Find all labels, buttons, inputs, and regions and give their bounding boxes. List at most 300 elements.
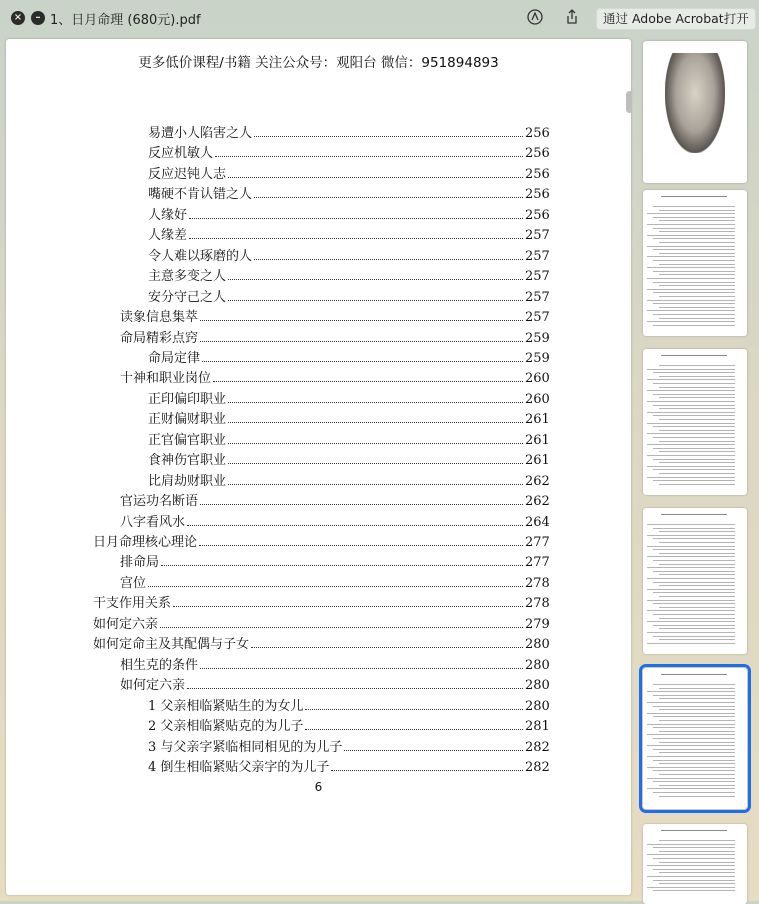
toc-entry-page: 257 bbox=[525, 248, 550, 264]
thumb-text-line bbox=[653, 549, 735, 550]
thumb-text-line bbox=[647, 778, 735, 779]
thumb-text-line bbox=[647, 788, 735, 789]
toc-entry[interactable] bbox=[148, 346, 550, 366]
toc-entry-label: 排命局 bbox=[120, 555, 160, 571]
thumb-text-line bbox=[647, 369, 735, 370]
thumb-text-line bbox=[659, 307, 735, 308]
toc-leader-dots bbox=[254, 136, 523, 137]
thumb-text-line bbox=[659, 419, 735, 420]
toc-leader-dots bbox=[200, 668, 523, 669]
thumb-text-line bbox=[659, 564, 735, 565]
toc-leader-dots bbox=[228, 402, 523, 403]
pdf-page bbox=[6, 39, 631, 895]
toc-leader-dots bbox=[228, 177, 523, 178]
toc-leader-dots bbox=[251, 647, 523, 648]
thumb-text-line bbox=[653, 781, 735, 782]
toc-entry-page: 282 bbox=[525, 739, 550, 755]
thumb-text-line bbox=[647, 300, 735, 301]
thumb-text-line bbox=[653, 271, 735, 272]
toc-leader-dots bbox=[189, 238, 523, 239]
thumb-text-line bbox=[653, 303, 735, 304]
thumb-text-line bbox=[653, 415, 735, 416]
toc-entry-label: 干支作用关系 bbox=[93, 596, 172, 612]
thumb-text-line bbox=[647, 224, 735, 225]
thumb-text-line bbox=[647, 401, 735, 402]
toc-entry[interactable] bbox=[120, 571, 550, 591]
thumb-text-line bbox=[647, 621, 735, 622]
thumb-header-line bbox=[661, 830, 727, 831]
toc-entry-page: 256 bbox=[525, 166, 550, 182]
toc-leader-dots bbox=[148, 586, 523, 587]
thumb-text-line bbox=[647, 433, 735, 434]
thumb-page-5[interactable] bbox=[643, 668, 747, 809]
thumb-text-line bbox=[647, 745, 735, 746]
thumb-text-line bbox=[647, 477, 735, 478]
toc-entry-page: 260 bbox=[525, 391, 550, 407]
thumb-text-line bbox=[647, 466, 735, 467]
thumb-text-line bbox=[659, 274, 735, 275]
thumb-text-line bbox=[653, 738, 735, 739]
toc-entry[interactable] bbox=[148, 694, 550, 714]
toc-entry-label: 命局精彩点窍 bbox=[120, 330, 199, 346]
toc-entry[interactable] bbox=[93, 591, 550, 612]
toc-entry[interactable] bbox=[148, 714, 550, 735]
toc-entry-label: 相生克的条件 bbox=[120, 657, 199, 673]
thumb-text-line bbox=[659, 688, 735, 689]
thumb-text-line bbox=[647, 724, 735, 725]
thumb-text-line bbox=[647, 390, 735, 391]
toc-entry[interactable] bbox=[120, 305, 550, 326]
toc-entry-label: 1 父亲相临紧贴生的为女儿 bbox=[148, 698, 304, 714]
toc-entry-page: 261 bbox=[525, 453, 550, 469]
toc-leader-dots bbox=[305, 729, 523, 730]
thumb-text-line bbox=[653, 749, 735, 750]
toc-entry-label: 嘴硬不肯认错之人 bbox=[148, 187, 253, 203]
thumb-text-line bbox=[659, 242, 735, 243]
toc-entry-label: 十神和职业岗位 bbox=[120, 371, 212, 387]
toc-entry[interactable] bbox=[120, 366, 550, 387]
toc-entry[interactable] bbox=[148, 285, 550, 305]
thumb-text-line bbox=[653, 614, 735, 615]
thumb-text-line bbox=[653, 727, 735, 728]
toc-entry-label: 命局定律 bbox=[148, 350, 201, 366]
thumb-text-line bbox=[653, 292, 735, 293]
portrait-image bbox=[665, 53, 725, 153]
thumb-text-line bbox=[659, 296, 735, 297]
toc-entry[interactable] bbox=[148, 755, 550, 775]
thumb-text-line bbox=[647, 854, 735, 855]
thumb-text-line bbox=[659, 220, 735, 221]
toc-entry-page: 257 bbox=[525, 289, 550, 305]
page-header: 更多低价课程/书籍 关注公众号：观阳台 微信：951894893 bbox=[138, 55, 499, 71]
thumb-text-line bbox=[659, 752, 735, 753]
thumb-text-line bbox=[653, 238, 735, 239]
toc-entry-page: 264 bbox=[525, 514, 550, 530]
thumb-text-line bbox=[653, 858, 735, 859]
toc-leader-dots bbox=[187, 525, 523, 526]
toc-entry-page: 256 bbox=[525, 146, 550, 162]
thumb-text-line bbox=[659, 698, 735, 699]
thumb-text-line bbox=[647, 289, 735, 290]
toc-entry[interactable] bbox=[148, 387, 550, 407]
thumbnail-sidebar[interactable] bbox=[640, 38, 752, 901]
toc-leader-dots bbox=[305, 709, 523, 710]
toc-entry-label: 反应机敏人 bbox=[148, 146, 214, 162]
toc-entry[interactable] bbox=[120, 653, 550, 673]
thumb-text-line bbox=[647, 379, 735, 380]
thumb-text-line bbox=[653, 228, 735, 229]
toc-entry[interactable] bbox=[148, 223, 550, 244]
toc-leader-dots bbox=[200, 320, 523, 321]
thumb-text-line bbox=[653, 249, 735, 250]
thumb-text-line bbox=[653, 695, 735, 696]
thumb-text-line bbox=[647, 256, 735, 257]
thumb-text-line bbox=[647, 578, 735, 579]
thumb-text-line bbox=[659, 596, 735, 597]
thumb-text-line bbox=[659, 285, 735, 286]
toc-leader-dots bbox=[202, 361, 523, 362]
toc-leader-dots bbox=[228, 422, 523, 423]
toc-entry[interactable] bbox=[120, 673, 550, 694]
toc-entry-page: 278 bbox=[525, 596, 550, 612]
share-icon[interactable] bbox=[562, 8, 582, 28]
thumb-text-line bbox=[659, 462, 735, 463]
thumb-text-line bbox=[653, 372, 735, 373]
toc-entry-label: 官运功名断语 bbox=[120, 494, 199, 510]
thumb-text-line bbox=[647, 713, 735, 714]
thumb-text-line bbox=[653, 528, 735, 529]
thumb-text-line bbox=[659, 742, 735, 743]
toc-leader-dots bbox=[161, 565, 523, 566]
thumb-text-line bbox=[659, 264, 735, 265]
thumb-text-line bbox=[659, 408, 735, 409]
toc-entry[interactable] bbox=[93, 632, 550, 653]
thumb-text-line bbox=[653, 880, 735, 881]
thumb-text-line bbox=[653, 571, 735, 572]
thumb-text-line bbox=[659, 607, 735, 608]
thumb-text-line bbox=[647, 865, 735, 866]
toc-entry-page: 259 bbox=[525, 330, 550, 346]
thumb-header-line bbox=[661, 674, 727, 675]
toc-entry-page: 260 bbox=[525, 371, 550, 387]
minimize-icon[interactable]: – bbox=[31, 11, 45, 25]
thumb-text-line bbox=[653, 314, 735, 315]
toc-entry[interactable] bbox=[148, 735, 550, 755]
toc-entry-label: 人缘差 bbox=[148, 228, 188, 244]
toc-entry[interactable] bbox=[148, 121, 550, 141]
toc-entry[interactable] bbox=[120, 550, 550, 571]
thumb-text-line bbox=[659, 883, 735, 884]
thumb-text-line bbox=[659, 628, 735, 629]
toc-leader-dots bbox=[228, 484, 523, 485]
toc-entry-label: 人缘好 bbox=[148, 207, 188, 223]
toc-entry-page: 280 bbox=[525, 637, 550, 653]
thumb-text-line bbox=[653, 469, 735, 470]
thumb-text-line bbox=[659, 397, 735, 398]
thumb-text-line bbox=[653, 459, 735, 460]
toc-entry[interactable] bbox=[148, 203, 550, 223]
thumb-text-line bbox=[647, 600, 735, 601]
open-in-acrobat-button[interactable]: 通过 Adobe Acrobat打开 bbox=[596, 8, 756, 30]
thumb-text-line bbox=[653, 448, 735, 449]
thumb-text-line bbox=[653, 405, 735, 406]
thumb-text-line bbox=[653, 592, 735, 593]
toc-leader-dots bbox=[200, 504, 523, 505]
thumb-text-line bbox=[659, 763, 735, 764]
thumb-text-line bbox=[659, 709, 735, 710]
toc-leader-dots bbox=[331, 770, 523, 771]
thumb-page-3[interactable] bbox=[643, 349, 747, 495]
thumb-text-line bbox=[653, 426, 735, 427]
toc-entry-page: 257 bbox=[525, 310, 550, 326]
thumb-text-line bbox=[659, 531, 735, 532]
thumb-text-line bbox=[653, 625, 735, 626]
toc-entry-label: 宫位 bbox=[120, 575, 147, 591]
thumb-text-line bbox=[653, 480, 735, 481]
thumb-header-line bbox=[661, 514, 727, 515]
thumb-header-line bbox=[661, 196, 727, 197]
thumb-text-line bbox=[647, 567, 735, 568]
toc-entry[interactable] bbox=[148, 141, 550, 162]
toc-entry-page: 280 bbox=[525, 678, 550, 694]
toc-leader-dots bbox=[228, 443, 523, 444]
scrollbar[interactable] bbox=[626, 91, 631, 113]
toc-entry[interactable] bbox=[148, 182, 550, 203]
toc-entry-page: 256 bbox=[525, 126, 550, 141]
thumb-text-line bbox=[653, 716, 735, 717]
thumb-text-line bbox=[653, 706, 735, 707]
thumb-text-line bbox=[647, 876, 735, 877]
toc-entry-label: 如何定命主及其配偶与子女 bbox=[93, 637, 250, 653]
thumb-text-line bbox=[659, 441, 735, 442]
thumb-text-line bbox=[659, 872, 735, 873]
thumb-text-line bbox=[653, 560, 735, 561]
thumb-text-line bbox=[659, 430, 735, 431]
toc-entry-label: 反应迟钝人志 bbox=[148, 166, 227, 182]
thumb-text-line bbox=[659, 618, 735, 619]
thumb-text-line bbox=[659, 840, 735, 841]
toc-leader-dots bbox=[173, 606, 523, 607]
toc-entry[interactable] bbox=[148, 428, 550, 448]
toc-entry-page: 277 bbox=[525, 555, 550, 571]
thumb-text-line bbox=[653, 684, 735, 685]
toc-entry-page: 282 bbox=[525, 759, 550, 775]
toc-entry-page: 256 bbox=[525, 187, 550, 203]
thumb-text-line bbox=[659, 473, 735, 474]
thumb-text-line bbox=[659, 774, 735, 775]
toc-entry-label: 日月命理核心理论 bbox=[93, 535, 198, 550]
thumb-text-line bbox=[659, 542, 735, 543]
toc-entry[interactable] bbox=[148, 469, 550, 489]
thumb-text-line bbox=[647, 423, 735, 424]
toc-entry-page: 257 bbox=[525, 228, 550, 244]
toc-entry-label: 食神伤官职业 bbox=[148, 453, 227, 469]
thumb-text-line bbox=[647, 691, 735, 692]
thumb-text-line bbox=[647, 610, 735, 611]
toc-entry[interactable] bbox=[120, 489, 550, 510]
thumb-text-line bbox=[659, 387, 735, 388]
toc-entry-page: 261 bbox=[525, 432, 550, 448]
thumb-text-line bbox=[647, 589, 735, 590]
thumb-text-line bbox=[653, 538, 735, 539]
toc-leader-dots bbox=[228, 300, 523, 301]
toc-entry-page: 259 bbox=[525, 350, 550, 366]
toc-entry-page: 281 bbox=[525, 719, 550, 735]
thumb-text-line bbox=[653, 394, 735, 395]
thumb-text-line bbox=[659, 785, 735, 786]
toc-leader-dots bbox=[199, 545, 523, 546]
toc-entry-label: 八字看风水 bbox=[120, 514, 186, 530]
thumb-text-line bbox=[647, 267, 735, 268]
thumb-page-6[interactable] bbox=[643, 824, 747, 904]
thumb-text-line bbox=[653, 890, 735, 891]
toc-entry[interactable] bbox=[148, 448, 550, 469]
toc-entry[interactable] bbox=[148, 162, 550, 182]
thumb-text-line bbox=[647, 632, 735, 633]
thumb-text-line bbox=[653, 325, 735, 326]
thumb-text-line bbox=[647, 767, 735, 768]
toc-leader-dots bbox=[189, 218, 523, 219]
thumb-text-line bbox=[653, 869, 735, 870]
thumb-text-line bbox=[659, 553, 735, 554]
page-number: 6 bbox=[314, 780, 323, 794]
thumb-text-line bbox=[659, 585, 735, 586]
thumb-text-line bbox=[653, 636, 735, 637]
thumb-header-line bbox=[661, 355, 727, 356]
toc-entry-label: 读象信息集萃 bbox=[120, 310, 199, 326]
toc-entry-label: 正官偏官职业 bbox=[148, 432, 227, 448]
toc-entry-page: 262 bbox=[525, 494, 550, 510]
toc-leader-dots bbox=[187, 688, 523, 689]
toc-leader-dots bbox=[254, 259, 523, 260]
toc-entry-label: 正财偏财职业 bbox=[148, 412, 227, 428]
toc-entry-page: 256 bbox=[525, 207, 550, 223]
thumb-text-line bbox=[647, 756, 735, 757]
toc-entry-label: 令人难以琢磨的人 bbox=[148, 248, 253, 264]
toc-entry-label: 3 与父亲字紧临相同相见的为儿子 bbox=[148, 739, 343, 755]
thumb-text-line bbox=[659, 484, 735, 485]
thumb-page-1[interactable] bbox=[643, 41, 747, 183]
toc-entry[interactable] bbox=[93, 530, 550, 550]
thumb-text-line bbox=[659, 451, 735, 452]
thumb-text-line bbox=[653, 847, 735, 848]
toc-entry-label: 正印偏印职业 bbox=[148, 391, 227, 407]
thumb-text-line bbox=[659, 318, 735, 319]
toc-entry[interactable] bbox=[120, 326, 550, 346]
toc-entry-page: 279 bbox=[525, 616, 550, 632]
thumb-text-line bbox=[659, 851, 735, 852]
toc-leader-dots bbox=[254, 197, 523, 198]
thumb-text-line bbox=[647, 844, 735, 845]
toc-entry-label: 安分守己之人 bbox=[148, 289, 227, 305]
toc-entry-label: 4 倒生相临紧贴父亲字的为儿子 bbox=[148, 759, 330, 775]
thumb-text-line bbox=[653, 217, 735, 218]
thumb-text-line bbox=[659, 639, 735, 640]
thumb-text-line bbox=[647, 643, 735, 644]
close-icon[interactable]: × bbox=[11, 11, 25, 25]
thumb-text-line bbox=[653, 282, 735, 283]
thumb-page-2[interactable] bbox=[643, 190, 747, 336]
thumb-text-line bbox=[647, 887, 735, 888]
thumb-text-line bbox=[659, 210, 735, 211]
thumb-text-line bbox=[647, 321, 735, 322]
toc-leader-dots bbox=[213, 381, 523, 382]
thumb-text-line bbox=[659, 720, 735, 721]
toc-entry[interactable] bbox=[148, 264, 550, 285]
thumb-text-line bbox=[647, 734, 735, 735]
toc-entry-page: 262 bbox=[525, 473, 550, 489]
toc-leader-dots bbox=[344, 750, 523, 751]
thumb-text-line bbox=[653, 770, 735, 771]
thumb-text-line bbox=[647, 246, 735, 247]
toc-entry-page: 280 bbox=[525, 657, 550, 673]
toc-entry-label: 比肩劫财职业 bbox=[148, 473, 227, 489]
thumb-text-line bbox=[647, 556, 735, 557]
thumb-text-line bbox=[647, 702, 735, 703]
thumb-text-line bbox=[653, 603, 735, 604]
toc-entry-page: 280 bbox=[525, 698, 550, 714]
thumb-text-line bbox=[659, 796, 735, 797]
thumb-text-line bbox=[647, 412, 735, 413]
toc-leader-dots bbox=[200, 341, 523, 342]
toc-entry[interactable] bbox=[148, 407, 550, 428]
thumb-text-line bbox=[653, 437, 735, 438]
thumb-text-line bbox=[653, 792, 735, 793]
toc-entry[interactable] bbox=[93, 612, 550, 632]
thumb-text-line bbox=[647, 455, 735, 456]
thumb-text-line bbox=[659, 253, 735, 254]
toc-leader-dots bbox=[160, 627, 523, 628]
toc-leader-dots bbox=[228, 463, 523, 464]
thumb-text-line bbox=[653, 206, 735, 207]
markup-icon[interactable] bbox=[525, 8, 545, 28]
thumb-text-line bbox=[647, 444, 735, 445]
thumb-text-line bbox=[647, 546, 735, 547]
toc-entry-label: 易遭小人陷害之人 bbox=[148, 126, 253, 141]
window-title: 1、日月命理 (680元).pdf bbox=[50, 13, 201, 28]
toc-entry[interactable] bbox=[120, 510, 550, 530]
thumb-text-line bbox=[647, 524, 735, 525]
thumb-text-line bbox=[659, 862, 735, 863]
thumb-text-line bbox=[647, 278, 735, 279]
thumb-text-line bbox=[647, 213, 735, 214]
thumb-page-4[interactable] bbox=[643, 508, 747, 654]
thumb-text-line bbox=[653, 760, 735, 761]
thumb-text-line bbox=[647, 235, 735, 236]
toc-entry-page: 257 bbox=[525, 269, 550, 285]
thumb-text-line bbox=[647, 535, 735, 536]
toc-entry-label: 如何定六亲 bbox=[120, 678, 186, 694]
thumb-text-line bbox=[647, 310, 735, 311]
toc-entry-label: 主意多变之人 bbox=[148, 269, 227, 285]
thumb-text-line bbox=[659, 574, 735, 575]
toc-entry-page: 278 bbox=[525, 575, 550, 591]
toc-leader-dots bbox=[228, 279, 523, 280]
toc-entry-page: 277 bbox=[525, 535, 550, 550]
thumb-text-line bbox=[659, 231, 735, 232]
title-bar bbox=[0, 0, 759, 36]
toc-entry[interactable] bbox=[148, 244, 550, 264]
toc-entry-label: 2 父亲相临紧贴克的为儿子 bbox=[148, 719, 304, 735]
toc-entry-label: 如何定六亲 bbox=[93, 616, 159, 632]
thumb-text-line bbox=[659, 376, 735, 377]
thumb-text-line bbox=[659, 365, 735, 366]
toc-leader-dots bbox=[215, 156, 523, 157]
toc-entry-page: 261 bbox=[525, 412, 550, 428]
thumb-text-line bbox=[659, 731, 735, 732]
thumb-text-line bbox=[653, 260, 735, 261]
thumb-text-line bbox=[653, 582, 735, 583]
